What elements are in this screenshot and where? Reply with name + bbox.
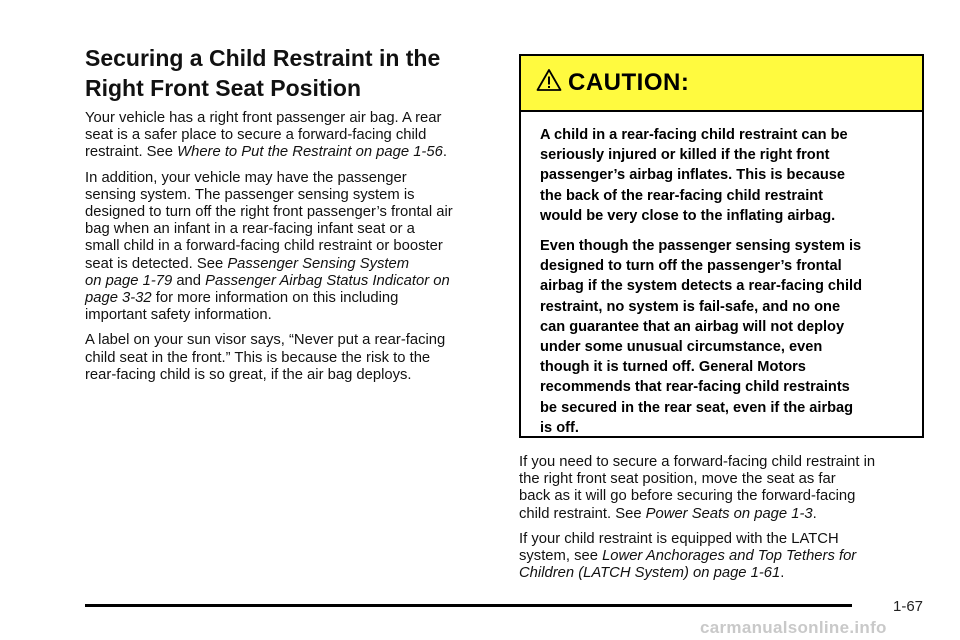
text-line: If you need to secure a forward-facing child restraint in — [519, 454, 876, 470]
caution-title: CAUTION: — [568, 69, 690, 96]
paragraph-sun-visor — [85, 332, 495, 384]
text-line: designed to turn off the right front passenger’s frontal air — [85, 204, 453, 221]
cross-reference-link[interactable]: Lower Anchorages and Top Tethers for — [602, 548, 857, 565]
text-fragment: . — [780, 565, 785, 582]
caution-text-line: restraint, no system is fail-safe, and no one — [540, 298, 841, 315]
caution-paragraph — [540, 125, 908, 226]
footer-rule — [85, 604, 852, 607]
text-fragment: child restraint. See — [519, 505, 646, 522]
text-line — [85, 273, 495, 290]
cross-reference-link[interactable]: Power Seats on page 1-3 — [645, 505, 813, 522]
watermark: carmanualsonline.info — [700, 618, 887, 637]
text-line: In addition, your vehicle may have the passenger — [85, 169, 407, 186]
caution-text-line: passenger’s airbag inflates. This is because — [540, 167, 845, 184]
caution-text-line: airbag if the system detects a rear-facing child — [540, 278, 862, 295]
caution-paragraph — [540, 236, 908, 438]
paragraph-forward-facing — [519, 454, 929, 523]
paragraph-sensing-system — [85, 170, 495, 325]
caution-text-line: under some unusual circumstance, even — [540, 339, 823, 356]
cross-reference-link[interactable]: Where to Put the Restraint on page 1-56 — [177, 144, 443, 161]
cross-reference-link[interactable]: Passenger Sensing System — [227, 255, 410, 272]
page-title-line: Securing a Child Restraint in the — [85, 45, 441, 71]
text-fragment: . — [442, 144, 447, 161]
caution-text-line: is off. — [540, 419, 579, 436]
text-line — [519, 548, 929, 565]
caution-text-line: can guarantee that an airbag will not deploy — [540, 318, 845, 335]
caution-box — [519, 54, 924, 438]
caution-text-line: be secured in the rear seat, even if the airbag — [540, 399, 854, 416]
paragraph-latch — [519, 531, 929, 583]
text-line: child seat in the front.” This is because the risk to the — [85, 349, 431, 366]
cross-reference-link[interactable]: on page 1-79 — [85, 272, 173, 289]
paragraph-air-bag — [85, 110, 495, 162]
cross-reference-link[interactable]: page 3-32 — [85, 290, 152, 307]
caution-text-line: would be very close to the inflating airbag. — [540, 207, 836, 224]
caution-text-line: designed to turn off the passenger’s frontal — [540, 258, 842, 275]
right-column — [519, 454, 929, 590]
text-line: bag when an infant in a rear-facing infant seat or a — [85, 221, 415, 238]
text-line: rear-facing child is so great, if the air bag deploys. — [85, 366, 412, 383]
text-fragment: system, see — [519, 548, 603, 565]
caution-text-line: though it is turned off. General Motors — [540, 359, 806, 376]
cross-reference-link[interactable]: Passenger Airbag Status Indicator on — [205, 272, 450, 289]
text-line: back as it will go before securing the forward-facing — [519, 488, 856, 505]
text-line — [85, 290, 495, 307]
text-line: seat is a safer place to secure a forward-facing child — [85, 127, 427, 144]
page-title — [85, 43, 495, 103]
text-line — [85, 256, 495, 273]
text-line: important safety information. — [85, 307, 272, 324]
text-fragment: restraint. See — [85, 144, 178, 161]
text-fragment: for more information on this including — [151, 290, 399, 307]
cross-reference-link[interactable]: Children (LATCH System) on page 1-61 — [519, 565, 781, 582]
text-fragment: seat is detected. See — [85, 255, 228, 272]
caution-text-line: seriously injured or killed if the right front — [540, 147, 830, 164]
text-line: sensing system. The passenger sensing system is — [85, 186, 415, 203]
text-line: small child in a forward-facing child restraint or booster — [85, 238, 443, 255]
text-line: the right front seat position, move the seat as far — [519, 471, 836, 488]
text-line — [519, 506, 929, 523]
caution-text-line: the back of the rear-facing child restraint — [540, 187, 824, 204]
text-line — [85, 144, 495, 161]
text-line: A label on your sun visor says, “Never put a rear-facing — [85, 332, 446, 349]
caution-text-line: A child in a rear-facing child restraint can be — [540, 127, 848, 143]
caution-header — [521, 56, 922, 112]
text-fragment: . — [812, 505, 817, 522]
caution-text-line: recommends that rear-facing child restraints — [540, 379, 850, 396]
page-number: 1-67 — [893, 598, 924, 615]
caution-text-line: Even though the passenger sensing system is — [540, 238, 862, 255]
text-fragment: and — [172, 272, 206, 289]
page-title-line: Right Front Seat Position — [85, 75, 361, 101]
warning-triangle-icon — [536, 68, 562, 92]
left-column — [85, 110, 495, 392]
caution-body — [521, 112, 922, 438]
text-line — [519, 565, 929, 582]
text-line: Your vehicle has a right front passenger air bag. A rear — [85, 110, 442, 126]
text-line: If your child restraint is equipped with the LATCH — [519, 530, 839, 547]
